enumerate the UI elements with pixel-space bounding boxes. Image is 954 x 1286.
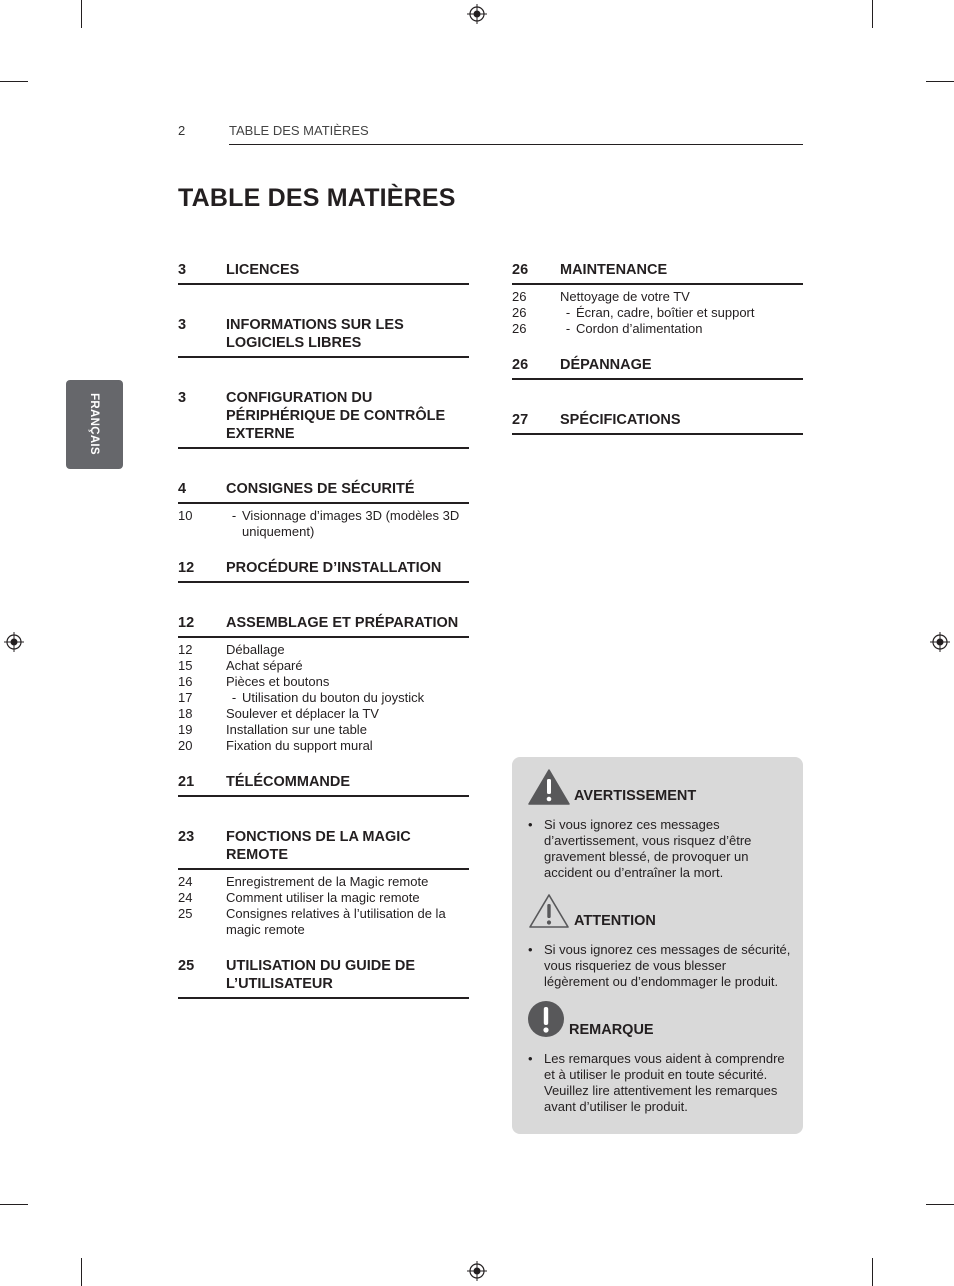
toc-subsection xyxy=(178,874,469,890)
toc-entry xyxy=(178,770,469,797)
toc-subsection-title: Pièces et boutons xyxy=(226,674,330,689)
toc-dash: - xyxy=(231,508,237,523)
toc-page-number: 26 xyxy=(512,262,529,278)
toc-subsection xyxy=(178,706,469,722)
registration-mark-icon xyxy=(4,632,24,652)
registration-mark-icon xyxy=(467,4,487,24)
toc-page-number: 25 xyxy=(178,958,195,974)
toc-page-number: 3 xyxy=(178,317,187,333)
toc-entry-heading xyxy=(512,353,803,380)
toc-entry xyxy=(178,611,469,754)
bullet: • xyxy=(528,942,533,957)
toc-subsection-page: 25 xyxy=(178,906,193,921)
toc-subsection-page: 16 xyxy=(178,674,193,689)
toc-entry-heading xyxy=(178,954,469,999)
toc-entry xyxy=(178,477,469,540)
toc-section-title: FONCTIONS DE LA MAGIC REMOTE xyxy=(226,829,411,863)
toc-subsection-page: 26 xyxy=(512,321,527,336)
toc-subsection xyxy=(178,658,469,674)
toc-subsection-page: 19 xyxy=(178,722,193,737)
toc-entry-heading xyxy=(178,386,469,449)
toc-subsection-page: 18 xyxy=(178,706,193,721)
toc-entry-heading xyxy=(178,770,469,797)
toc-entry xyxy=(512,258,803,337)
warning-text: Si vous ignorez ces messages d’avertissement, vous risquez d’être gravement blessé, de provoquer un accident ou d’entraîner la mort. xyxy=(544,817,752,880)
toc-subsection-title: Utilisation du bouton du joystick xyxy=(242,690,425,705)
toc-subsection-page: 24 xyxy=(178,874,193,889)
toc-page-number: 4 xyxy=(178,481,187,497)
toc-section-title: LICENCES xyxy=(226,262,300,278)
toc-entry-heading xyxy=(178,258,469,285)
toc-subsection-title: Consignes relatives à l’utilisation de la magic remote xyxy=(226,906,446,937)
crop-mark xyxy=(81,1258,82,1286)
toc-subsection xyxy=(178,890,469,906)
note-text: Les remarques vous aident à comprendre et à utiliser le produit en toute sécurité. Veuillez lire attentivement les remarques avant d’utiliser le produit. xyxy=(544,1051,785,1114)
toc-right-column xyxy=(512,258,803,463)
toc-subsection-list xyxy=(178,638,469,754)
crop-mark xyxy=(872,1258,873,1286)
toc-subsection-title: Soulever et déplacer la TV xyxy=(226,706,379,721)
crop-mark xyxy=(926,81,954,82)
toc-subsection-page: 24 xyxy=(178,890,193,905)
toc-entry xyxy=(178,313,469,358)
toc-entry-heading xyxy=(512,258,803,285)
toc-subsection-page: 26 xyxy=(512,305,527,320)
toc-section-title: MAINTENANCE xyxy=(560,262,668,278)
toc-subsection xyxy=(178,508,469,540)
toc-subsection-page: 12 xyxy=(178,642,193,657)
toc-dash: - xyxy=(565,305,571,320)
registration-mark-icon xyxy=(930,632,950,652)
bullet: • xyxy=(528,1051,533,1066)
toc-page-number: 3 xyxy=(178,390,187,406)
caution-text: Si vous ignorez ces messages de sécurité, vous risqueriez de vous blesser légèrement ou d’endommager le produit. xyxy=(544,942,791,989)
toc-section-title: SPÉCIFICATIONS xyxy=(560,412,681,428)
toc-subsection xyxy=(178,674,469,690)
toc-section-title: ASSEMBLAGE ET PRÉPARATION xyxy=(226,615,459,631)
toc-entry xyxy=(512,408,803,435)
running-header: TABLE DES MATIÈRES xyxy=(229,123,369,138)
toc-subsection-title: Nettoyage de votre TV xyxy=(560,289,690,304)
toc-entry-heading xyxy=(512,408,803,435)
safety-notice-box xyxy=(512,757,803,1134)
toc-subsection-title: Installation sur une table xyxy=(226,722,367,737)
toc-subsection-title: Fixation du support mural xyxy=(226,738,373,753)
toc-section-title: DÉPANNAGE xyxy=(560,357,652,373)
toc-entry-heading xyxy=(178,556,469,583)
toc-subsection xyxy=(178,738,469,754)
toc-subsection xyxy=(512,289,803,305)
crop-mark xyxy=(872,0,873,28)
toc-entry xyxy=(178,825,469,938)
toc-entry xyxy=(512,353,803,380)
header-rule xyxy=(229,144,803,145)
page-title: TABLE DES MATIÈRES xyxy=(178,184,456,212)
note-heading: REMARQUE xyxy=(569,1022,654,1038)
toc-entry xyxy=(178,556,469,583)
toc-section-title: INFORMATIONS SUR LES LOGICIELS LIBRES xyxy=(226,317,404,351)
toc-entry-heading xyxy=(178,477,469,504)
toc-subsection-list xyxy=(178,870,469,938)
toc-subsection-page: 15 xyxy=(178,658,193,673)
toc-page-number: 23 xyxy=(178,829,195,845)
toc-subsection xyxy=(178,722,469,738)
toc-entry-heading xyxy=(178,825,469,870)
toc-entry xyxy=(178,386,469,449)
toc-subsection xyxy=(178,906,469,938)
toc-subsection-page: 10 xyxy=(178,508,193,523)
toc-subsection-list xyxy=(512,285,803,337)
toc-dash: - xyxy=(231,690,237,705)
toc-subsection-page: 17 xyxy=(178,690,193,705)
toc-subsection-page: 20 xyxy=(178,738,193,753)
toc-page-number: 12 xyxy=(178,560,195,576)
crop-mark xyxy=(81,0,82,28)
toc-subsection-title: Visionnage d’images 3D (modèles 3D uniquement) xyxy=(242,508,460,539)
crop-mark xyxy=(0,1204,28,1205)
toc-section-title: CONSIGNES DE SÉCURITÉ xyxy=(226,481,415,497)
crop-mark xyxy=(926,1204,954,1205)
toc-page-number: 21 xyxy=(178,774,195,790)
language-tab-label: FRANÇAIS xyxy=(88,393,100,455)
toc-dash: - xyxy=(565,321,571,336)
toc-subsection-title: Déballage xyxy=(226,642,285,657)
toc-left-column xyxy=(178,258,469,1027)
toc-section-title: UTILISATION DU GUIDE DE L’UTILISATEUR xyxy=(226,958,416,992)
registration-mark-icon xyxy=(467,1261,487,1281)
toc-entry-heading xyxy=(178,313,469,358)
crop-mark xyxy=(0,81,28,82)
toc-section-title: PROCÉDURE D’INSTALLATION xyxy=(226,560,442,576)
toc-entry xyxy=(178,258,469,285)
toc-subsection xyxy=(512,321,803,337)
toc-subsection xyxy=(178,642,469,658)
bullet: • xyxy=(528,817,533,832)
exclamation-circle-icon xyxy=(527,1000,565,1038)
toc-subsection-list xyxy=(178,504,469,540)
toc-page-number: 3 xyxy=(178,262,187,278)
warning-heading: AVERTISSEMENT xyxy=(574,788,697,804)
toc-subsection-page: 26 xyxy=(512,289,527,304)
warning-triangle-filled-icon xyxy=(528,769,570,805)
toc-section-title: CONFIGURATION DU PÉRIPHÉRIQUE DE CONTRÔLE EXTERNE xyxy=(226,390,446,442)
toc-section-title: TÉLÉCOMMANDE xyxy=(226,774,351,790)
toc-entry-heading xyxy=(178,611,469,638)
toc-subsection xyxy=(512,305,803,321)
caution-triangle-outline-icon xyxy=(528,893,570,929)
page-number: 2 xyxy=(178,123,186,138)
caution-heading: ATTENTION xyxy=(574,913,656,929)
toc-subsection xyxy=(178,690,469,706)
toc-subsection-title: Écran, cadre, boîtier et support xyxy=(576,305,755,320)
toc-subsection-title: Achat séparé xyxy=(226,658,303,673)
toc-subsection-title: Cordon d’alimentation xyxy=(576,321,703,336)
toc-subsection-title: Comment utiliser la magic remote xyxy=(226,890,420,905)
toc-entry xyxy=(178,954,469,999)
language-tab xyxy=(66,380,123,469)
toc-subsection-title: Enregistrement de la Magic remote xyxy=(226,874,429,889)
toc-page-number: 12 xyxy=(178,615,195,631)
toc-page-number: 27 xyxy=(512,412,529,428)
toc-page-number: 26 xyxy=(512,357,529,373)
